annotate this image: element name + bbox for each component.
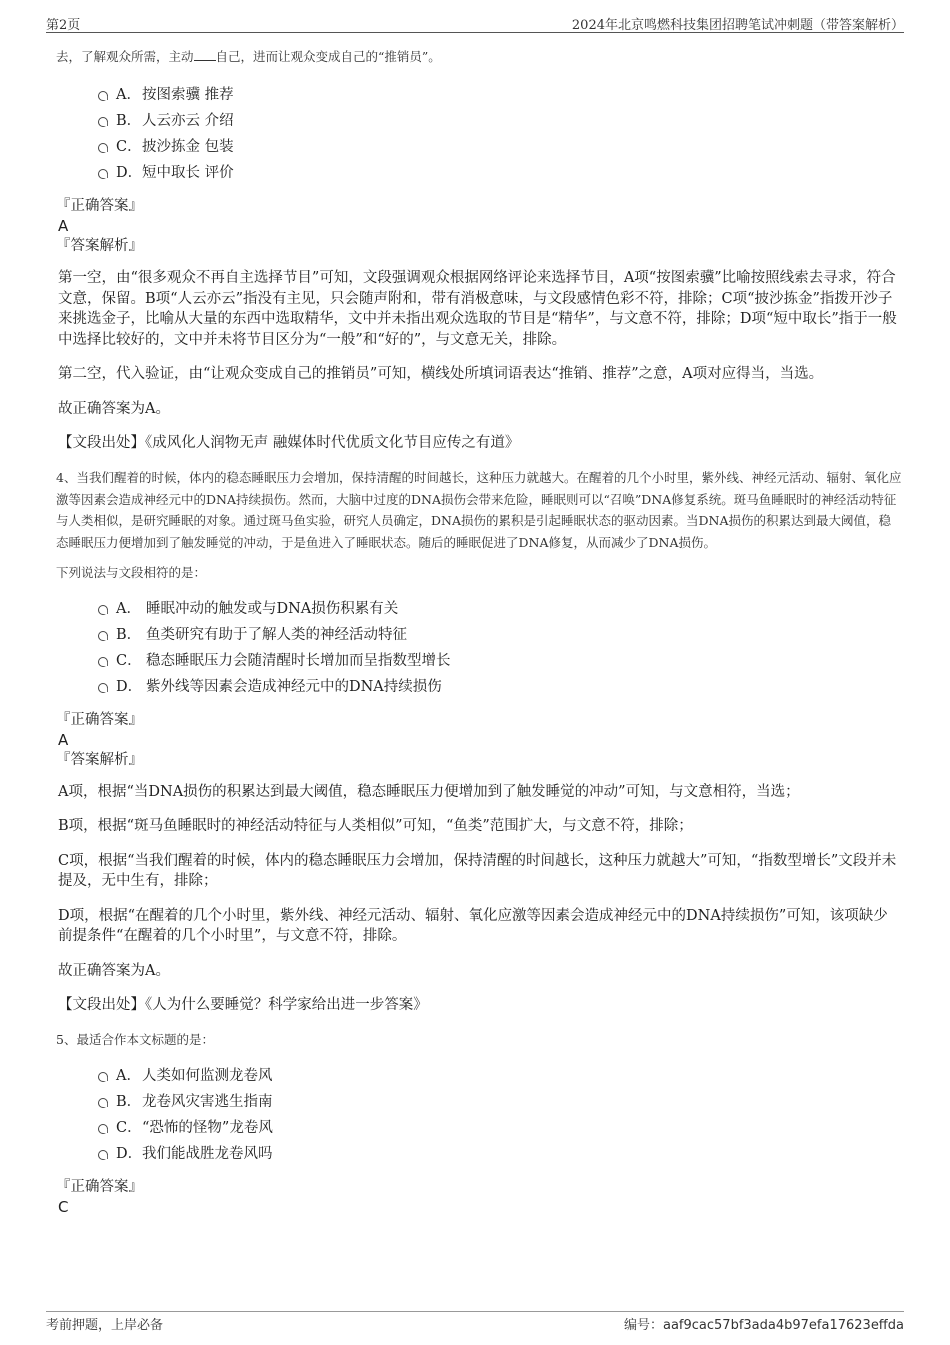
radio-icon[interactable] xyxy=(98,683,108,693)
passage-source: 【文段出处】《人为什么要睡觉？科学家给出进一步答案》 xyxy=(58,997,428,1013)
answer-value: C xyxy=(58,1197,69,1216)
analysis-label: 『答案解析』 xyxy=(56,751,143,768)
question-4 xyxy=(56,467,902,1015)
analysis-paragraph: D项，根据“在醒着的几个小时里，紫外线、神经元活动、辐射、氧化应激等因素会造成神经元中的DNA持续损伤”可知，该项缺少前提条件“在醒着的几个小时里”，与文意不符，排除。 xyxy=(58,907,888,944)
radio-icon[interactable] xyxy=(98,169,108,179)
option-a[interactable]: A． 睡眠冲动的触发或与DNA损伤积累有关 xyxy=(98,596,902,622)
answer-label: 『正确答案』 xyxy=(56,711,143,728)
question-3 xyxy=(56,46,902,453)
option-c[interactable]: C．“恐怖的怪物”龙卷风 xyxy=(98,1115,902,1141)
radio-icon[interactable] xyxy=(98,143,108,153)
question-5 xyxy=(56,1029,902,1217)
fill-blank xyxy=(194,48,216,61)
answer-value: A xyxy=(58,730,69,749)
analysis-paragraph: 第二空，代入验证，由“让观众变成自己的推销员”可知，横线处所填词语表达“推销、推荐”之意，A项对应得当，当选。 xyxy=(58,366,824,382)
passage-source: 【文段出处】《成风化人润物无声 融媒体时代优质文化节目应传之有道》 xyxy=(58,435,520,451)
page-footer xyxy=(46,1311,904,1338)
analysis-paragraph: C项，根据“当我们醒着的时候，体内的稳态睡眠压力会增加，保持清醒的时间越长，这种压力就越大”可知，“指数型增长”文段并未提及，无中生有，排除； xyxy=(58,852,897,889)
option-c[interactable]: C．披沙拣金 包装 xyxy=(98,134,902,160)
analysis-paragraph: 故正确答案为A。 xyxy=(58,400,170,417)
radio-icon[interactable] xyxy=(98,1072,108,1082)
question-prompt: 5、最适合作本文标题的是： xyxy=(56,1032,214,1047)
option-d[interactable]: D．我们能战胜龙卷风吗 xyxy=(98,1141,902,1167)
radio-icon[interactable] xyxy=(98,1150,108,1160)
analysis-paragraph: B项，根据“斑马鱼睡眠时的神经活动特征与人类相似”可知，“鱼类”范围扩大，与文意不符，排除； xyxy=(58,818,693,834)
radio-icon[interactable] xyxy=(98,117,108,127)
footer-slogan: 考前押题，上岸必备 xyxy=(46,1318,164,1333)
analysis-label: 『答案解析』 xyxy=(56,238,143,254)
radio-icon[interactable] xyxy=(98,657,108,667)
answer-label: 『正确答案』 xyxy=(56,198,143,214)
question-passage: 4、当我们醒着的时候，体内的稳态睡眠压力会增加，保持清醒的时间越长，这种压力就越大。在醒着的几个小时里，紫外线、神经元活动、辐射、氧化应激等因素会造成神经元中的DNA持续损伤。然而，大脑中过度的DNA损伤会带来危险，睡眠则可以“召唤”DNA修复系统。斑马鱼睡眠时的神经活动特征与人类相似，是研究睡眠的对象。通过斑马鱼实验，研究人员确定，DNA损伤的累积是引起睡眠状态的驱动因素。当DNA损伤的积累达到最大阈值，稳态睡眠压力便增加到了触发睡觉的冲动，于是鱼进入了睡眠状态。随后的睡眠促进了DNA修复，从而减少了DNA损伤。 xyxy=(56,470,902,550)
analysis-paragraph: 第一空，由“很多观众不再自主选择节目”可知，文段强调观众根据网络评论来选择节目，A项“按图索骥”比喻按照线索去寻求，符合文意，保留。B项“人云亦云”指没有主见，只会随声附和，带有消极意味，与文段感情色彩不符，排除；C项“披沙拣金”指拨开沙子来挑选金子，比喻从大量的东西中选取精华，文中并未指出观众选取的节目是“精华”，与文意不符，排除；D项“短中取长”指于一般中选择比较好的，文中并未将节目区分为“一般”和“好的”，与文意无关，排除。 xyxy=(58,270,897,348)
answer-label: 『正确答案』 xyxy=(56,1178,143,1195)
radio-icon[interactable] xyxy=(98,605,108,615)
answer-value: A xyxy=(58,217,69,235)
analysis-paragraph: 故正确答案为A。 xyxy=(58,962,170,979)
option-a[interactable]: A．按图索骥 推荐 xyxy=(98,82,902,108)
option-a[interactable]: A．人类如何监测龙卷风 xyxy=(98,1063,902,1089)
option-b[interactable]: B． 鱼类研究有助于了解人类的神经活动特征 xyxy=(98,622,902,648)
page-number: 第2页 xyxy=(46,18,81,33)
option-list xyxy=(98,1063,902,1167)
option-list xyxy=(98,82,902,186)
question-continuation: 去，了解观众所需，主动 自己，进而让观众变成自己的“推销员”。 xyxy=(56,49,441,64)
option-d[interactable]: D．短中取长 评价 xyxy=(98,160,902,186)
option-list xyxy=(98,596,902,700)
document-body xyxy=(56,46,902,1217)
option-b[interactable]: B．龙卷风灾害逃生指南 xyxy=(98,1089,902,1115)
radio-icon[interactable] xyxy=(98,631,108,641)
question-prompt: 下列说法与文段相符的是： xyxy=(56,565,207,580)
option-d[interactable]: D． 紫外线等因素会造成神经元中的DNA持续损伤 xyxy=(98,674,902,700)
radio-icon[interactable] xyxy=(98,1098,108,1108)
document-code: 编号：aaf9cac57bf3ada4b97efa17623effda xyxy=(623,1318,904,1333)
option-b[interactable]: B．人云亦云 介绍 xyxy=(98,108,902,134)
page-header xyxy=(46,12,904,33)
document-title: 2024年北京鸣燃科技集团招聘笔试冲刺题（带答案解析） xyxy=(571,18,904,33)
radio-icon[interactable] xyxy=(98,1124,108,1134)
analysis-paragraph: A项，根据“当DNA损伤的积累达到最大阈值，稳态睡眠压力便增加到了触发睡觉的冲动”可知，与文意相符，当选； xyxy=(58,783,800,800)
option-c[interactable]: C． 稳态睡眠压力会随清醒时长增加而呈指数型增长 xyxy=(98,648,902,674)
radio-icon[interactable] xyxy=(98,91,108,101)
